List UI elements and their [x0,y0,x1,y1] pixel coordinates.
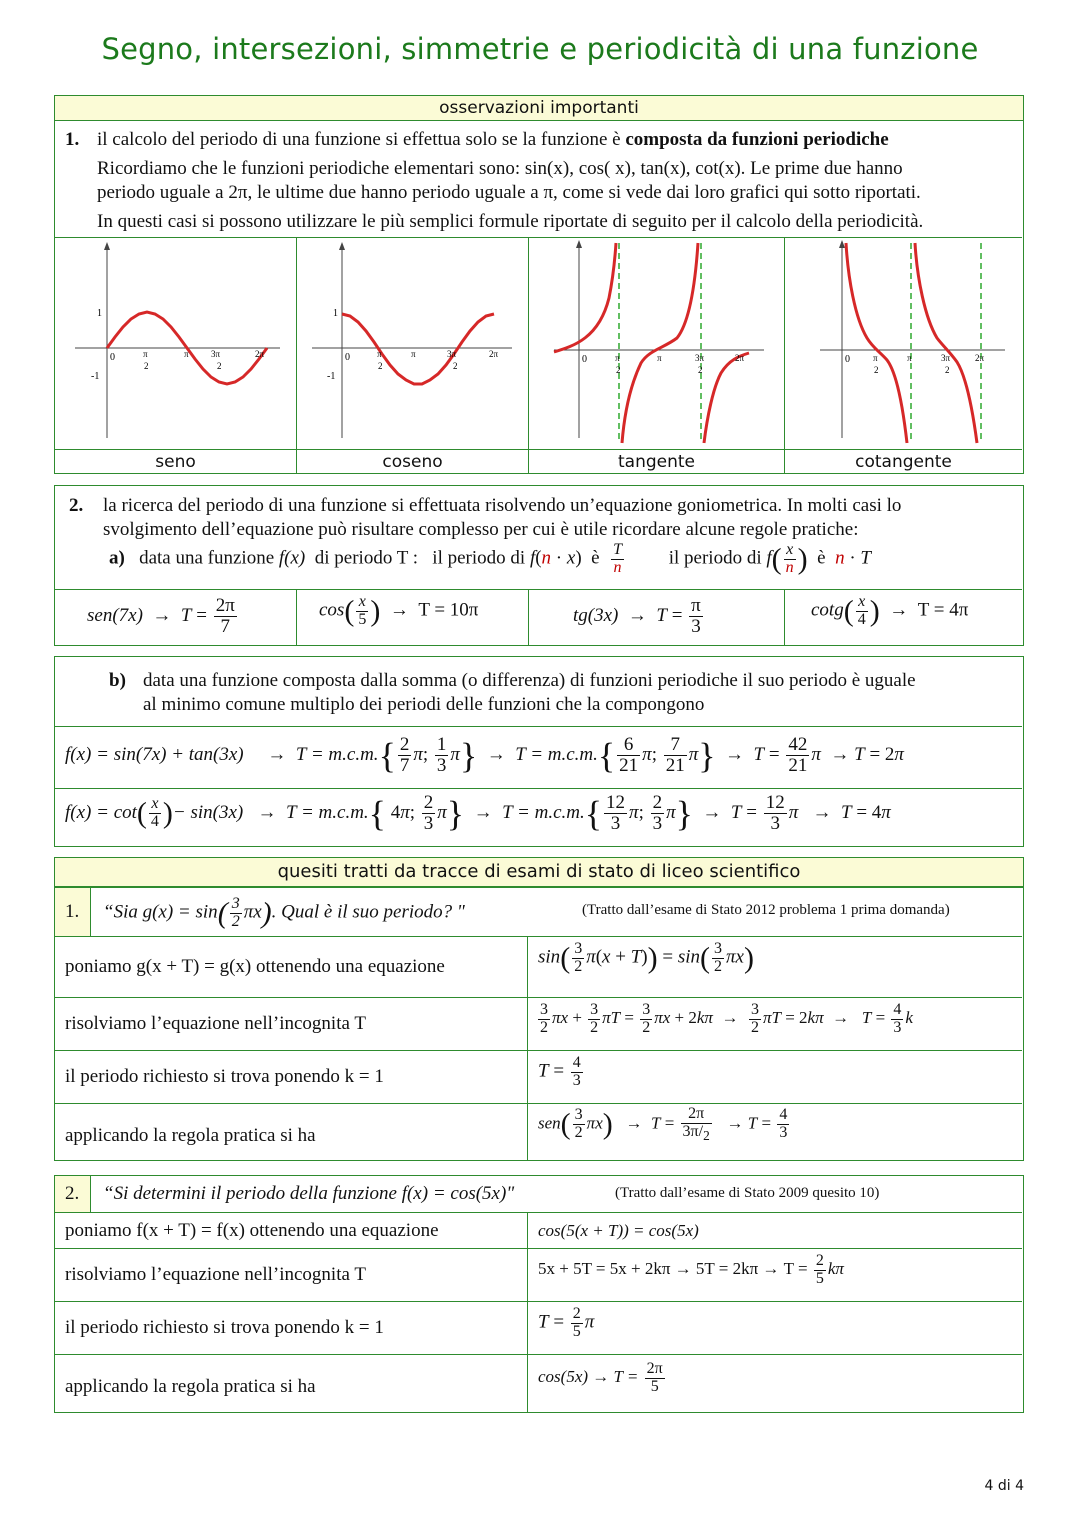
example-cos-x5: cos( $\frac{x}{5}$ ) → T = 10π [296,590,528,645]
svg-text:2: 2 [616,365,621,375]
svg-text:2: 2 [144,361,149,371]
svg-text:π: π [873,353,878,363]
q2-step-1: poniamo f(x + T) = f(x) ottenendo una equazione cos(5(x + T)) = cos(5x) [55,1212,1022,1248]
svg-text:0: 0 [345,352,350,363]
page-title: Segno, intersezioni, simmetrie e periodicità di una funzione [101,32,979,66]
observations-header: osservazioni importanti [55,96,1023,121]
tangent-graph-icon [529,238,783,448]
svg-text:π: π [143,349,148,359]
svg-text:3π: 3π [447,349,457,359]
exam-header: quesiti tratti da tracce di esami di stato di liceo scientifico [55,858,1023,888]
q1-quote: “Sia g(x) = sin( $\frac{3}{2}$ πx). Qual è il suo periodo? " [103,895,465,930]
svg-text:π: π [657,353,662,363]
observations-box [54,95,1024,474]
rule-b-example-2: f(x) = cot( $\frac{x}{4}$ )− sin(3x) → T = m.c.m.{ 4π; $\frac{2}{3}$ π} → T = m.c.m.{ $\frac{12}{3}$ π; $\frac{2}{3}$ π} → T = $\frac{12}{3}$ π → T = 4π [55,788,1022,846]
svg-text:3π: 3π [211,349,221,359]
svg-text:2π: 2π [255,349,265,359]
svg-text:π: π [411,349,416,359]
svg-text:2π: 2π [975,353,985,363]
graph-cotangent [784,238,1022,474]
svg-text:1: 1 [333,308,338,319]
point-1-text: il calcolo del periodo di una funzione si effettua solo se la funzione è composta da funzioni periodiche Ricordiamo che le funzioni periodiche elementari sono: sin(x), cos( x), tan(x), cot(x). Le prime due hanno periodo uguale a 2π, le ultime due hanno periodo uguale a π, come si vede dai loro grafici qui sotto riportati. In questi casi si possono utilizzare le più semplici formule riportate di seguito per il calcolo della periodicità. [97,129,924,232]
sine-graph-icon [55,238,296,448]
graph-tangent [528,238,784,474]
rule-b-example-1: f(x) = sin(7x) + tan(3x) → T = m.c.m.{ $\frac{2}{7}$ π; $\frac{1}{3}$ π} → T = m.c.m.{ $\frac{6}{21}$ π; $\frac{7}{21}$ π} → T = $\frac{42}{21}$ π → T = 2π [55,726,1022,788]
q1-number: 1. [55,888,91,936]
q1-source: (Tratto dall’esame di Stato 2012 problema 1 prima domanda) [582,902,950,918]
q1-step-2: risolviamo l’equazione nell’incognita T $\frac{3}{2}$ πx + $\frac{3}{2}$ πT = $\frac{3}{2}$ πx + 2kπ → $\frac{3}{2}$ πT = 2kπ → T = $\frac{4}{3}$ k [55,997,1022,1050]
rule-2-number: 2. [69,495,84,516]
svg-text:-1: -1 [91,371,100,382]
graph-label-coseno: coseno [297,449,528,474]
q2-number: 2. [55,1176,91,1212]
graph-label-tangente: tangente [529,449,784,474]
exam-box-2 [54,1175,1024,1413]
svg-text:0: 0 [582,354,587,365]
graph-cosine [296,238,528,474]
svg-text:3π: 3π [695,353,705,363]
page-number: 4 di 4 [984,1478,1024,1494]
rule-b-box [54,656,1024,847]
svg-text:-1: -1 [327,371,336,382]
q2-step-3: il periodo richiesto si trova ponendo k = 1 T = $\frac{2}{5}$ π [55,1301,1022,1354]
q2-quote: “Si determini il periodo della funzione f(x) = cos(5x)" [103,1183,515,1204]
q2-title-row [55,1176,1022,1212]
example-sen7x: sen(7x) → T = $\frac{2\pi}{7}$ [87,595,235,637]
rule-2-text: 2. la ricerca del periodo di una funzione si effettuata risolvendo un’equazione goniometrica. In molti casi lo svolgimento dell’equazione può risultare complesso per cui è utile ricordare alcune regole pratiche: a) data una funzione f(x) di periodo T : il periodo di f(n · x) è $\frac{T}{n}$ il periodo di f( $\frac{x}{n}$ ) è n · T [69,495,902,576]
graph-label-seno: seno [55,449,296,474]
q1-step-1: poniamo g(x + T) = g(x) ottenendo una equazione sin( $\frac{3}{2}$ π(x + T)) = sin( $\frac{3}{2}$ πx) [55,936,1022,997]
cotangent-graph-icon [785,238,1021,448]
rule-a: a) data una funzione f(x) di periodo T : il periodo di f(n · x) è $\frac{T}{n}$ il periodo di f( $\frac{x}{n}$ ) è n · T [109,541,871,576]
point-1 [55,122,1022,238]
cosine-graph-icon [297,238,527,448]
svg-text:2π: 2π [735,353,745,363]
svg-text:2: 2 [945,365,950,375]
q1-step-3: il periodo richiesto si trova ponendo k = 1 T = $\frac{4}{3}$ [55,1050,1022,1103]
graph-label-cotangente: cotangente [785,449,1022,474]
svg-text:2: 2 [453,361,458,371]
graphs-row [55,237,1022,474]
rule-2-box [54,485,1024,646]
svg-text:3π: 3π [941,353,951,363]
svg-text:2: 2 [378,361,383,371]
svg-text:π: π [377,349,382,359]
q2-source: (Tratto dall’esame di Stato 2009 quesito 10) [615,1185,880,1201]
rule-2-examples [55,589,1022,645]
q2-step-4: applicando la regola pratica si ha cos(5x) → T = $\frac{2\pi}{5}$ [55,1354,1022,1412]
graph-sine [55,238,296,474]
svg-text:2: 2 [698,365,703,375]
svg-text:2: 2 [217,361,222,371]
point-1-number: 1. [65,129,80,150]
rule-b-text: b) data una funzione composta dalla somma (o differenza) di funzioni periodiche il suo periodo è uguale al minimo comune multiplo dei periodi delle funzioni che la compongono [109,670,916,715]
svg-text:0: 0 [845,354,850,365]
svg-text:π: π [907,353,912,363]
q2-step-2: risolviamo l’equazione nell’incognita T 5x + 5T = 5x + 2kπ → 5T = 2kπ → T = $\frac{2}{5}$ kπ [55,1248,1022,1301]
svg-text:2: 2 [874,365,879,375]
svg-text:2π: 2π [489,349,499,359]
exam-box-1 [54,857,1024,1161]
example-tg3x: tg(3x) → T = $\frac{\pi}{3}$ [528,590,784,645]
svg-text:0: 0 [110,352,115,363]
svg-text:1: 1 [97,308,102,319]
svg-text:π: π [184,349,189,359]
q1-title-row [55,888,1022,936]
svg-text:π: π [615,353,620,363]
example-cotg-x4: cotg( $\frac{x}{4}$ ) → T = 4π [784,590,1022,645]
q1-step-4: applicando la regola pratica si ha sen( $\frac{3}{2}$ πx) → T = $\frac{2\pi}{3\pi/_2}$ → T = $\frac{4}{3}$ [55,1103,1022,1160]
